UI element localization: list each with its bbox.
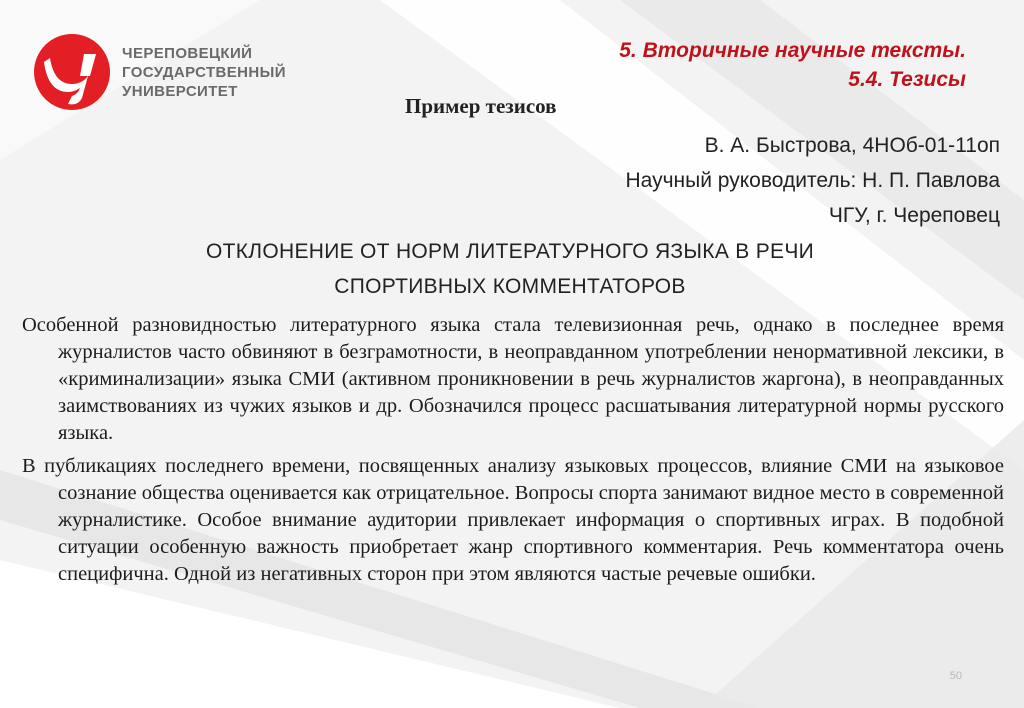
university-name-line: ГОСУДАРСТВЕННЫЙ [122,63,286,81]
university-name-line: ЧЕРЕПОВЕЦКИЙ [122,44,253,62]
university-logo [32,32,286,112]
section-heading [619,36,966,94]
university-name-line: УНИВЕРСИТЕТ [122,82,238,100]
page-number: 50 [949,670,962,682]
body-paragraph: В публикациях последнего времени, посвященных анализу языковых процессов, влияние СМИ на языковое сознание общества оценивается как отрицательное. Вопросы спорта занимают видное место в современной журналистике. Особое внимание аудитории привлекает информация о спортивных играх. В подобной ситуации особенную важность приобретает жанр спортивного комментария. Речь комментатора очень специфична. Одной из негативных сторон при этом являются частые речевые ошибки. [22,455,1004,585]
subsection-title: 5.4. Тезисы [848,68,966,91]
example-title: Пример тезисов [405,94,557,118]
affiliation: ЧГУ, г. Череповец [828,204,1000,227]
section-title: 5. Вторичные научные тексты. [619,39,966,62]
supervisor: Научный руководитель: Н. П. Павлова [625,169,1000,192]
author-block [625,128,1000,233]
paper-title [60,234,960,304]
thesis-body [22,312,1004,594]
paper-title-line: ОТКЛОНЕНИЕ ОТ НОРМ ЛИТЕРАТУРНОГО ЯЗЫКА В РЕЧИ [205,240,815,263]
university-logo-icon [32,32,112,112]
university-name [122,44,286,101]
body-paragraph: Особенной разновидностью литературного языка стала телевизионная речь, однако в последнее время журналистов часто обвиняют в безграмотности, в неоправданном употреблении ненормативной лексики, в «криминализации» языка СМИ (активном проникновении в речь журналистов жаргона), в неоправданных заимствованиях из чужих языков и др. Обозначился процесс расшатывания литературной нормы русского языка. [22,314,1004,444]
author-name: В. А. Быстрова, 4НОб-01-11оп [704,134,1000,157]
paper-title-line: СПОРТИВНЫХ КОММЕНТАТОРОВ [334,275,686,298]
